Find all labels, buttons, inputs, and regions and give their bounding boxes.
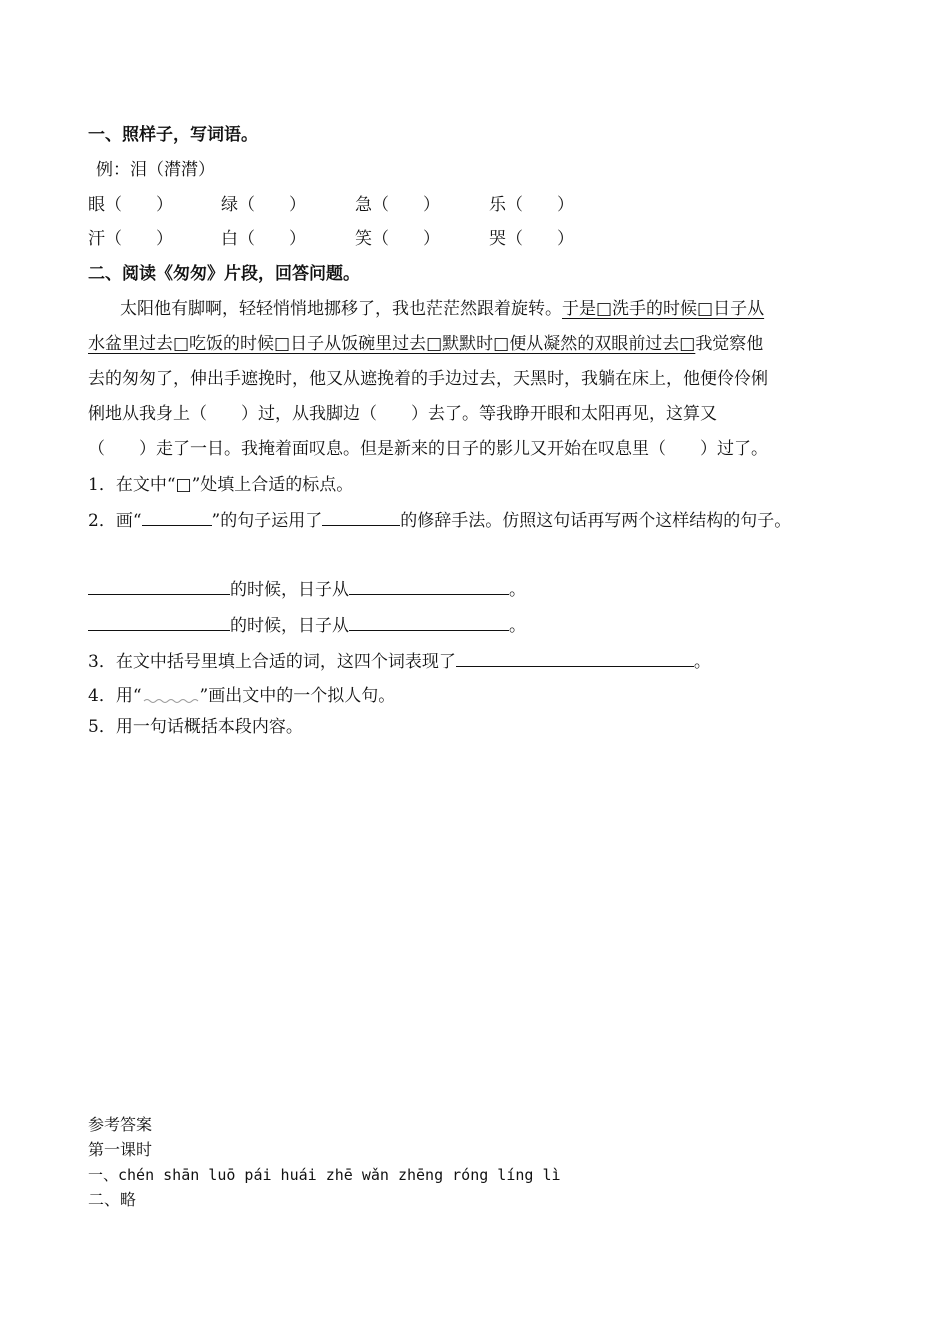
question-4 (88, 685, 395, 707)
question-2-text-b: ”的句子运用了 (211, 511, 323, 531)
passage-line-2 (88, 333, 763, 355)
word-item: 绿（ ） (221, 195, 306, 215)
fill-end-text: 。 (509, 580, 526, 600)
wavy-line-icon (142, 695, 200, 705)
word-item: 汗（ ） (88, 229, 173, 249)
word-item: 乐（ ） (489, 195, 574, 215)
answer-blank[interactable] (456, 650, 694, 667)
answers-lesson: 第一课时 (88, 1140, 153, 1159)
question-2 (88, 509, 791, 532)
answer-blank[interactable] (88, 614, 230, 631)
fill-mid-text: 的时候，日子从 (230, 580, 349, 600)
section2-title: 二、阅读《匆匆》片段，回答问题。 (88, 264, 360, 284)
question-2-text-c: 的修辞手法。仿照这句话再写两个这样结构的句子。 (400, 511, 792, 531)
question-2-text-a: 2．画“ (88, 511, 142, 531)
passage-line-1 (120, 298, 764, 320)
question-3 (88, 650, 711, 673)
question-3-end: 。 (693, 652, 711, 672)
passage-line-3: 去的匆匆了，伸出手遮挽时，他又从遮挽着的手边过去，天黑时，我躺在床上，他便伶伶俐 (88, 369, 768, 389)
word-item: 白（ ） (221, 229, 306, 249)
question-1: 1．在文中“□”处填上合适的标点。 (88, 475, 354, 495)
passage-text: 我觉察他 (695, 334, 764, 354)
passage-line-5: （ ）走了一日。我掩着面叹息。但是新来的日子的影儿又开始在叹息里（ ）过了。 (88, 439, 768, 459)
answers-heading: 参考答案 (88, 1115, 153, 1134)
question-5: 5．用一句话概括本段内容。 (88, 717, 303, 737)
question-4-text-a: 4．用“ (88, 686, 142, 706)
word-item: 眼（ ） (88, 195, 173, 215)
word-item: 笑（ ） (355, 229, 440, 249)
underline-sample (142, 509, 212, 526)
answer-blank[interactable] (349, 578, 509, 595)
question-4-text-b: ”画出文中的一个拟人句。 (199, 686, 396, 706)
fill-mid-text: 的时候，日子从 (230, 616, 349, 636)
answer-blank[interactable] (88, 578, 230, 595)
word-item: 哭（ ） (489, 229, 574, 249)
question-3-text: 3．在文中括号里填上合适的词，这四个词表现了 (88, 652, 456, 672)
answer-2: 二、略 (88, 1190, 137, 1209)
word-item: 急（ ） (355, 195, 440, 215)
answer-blank[interactable] (349, 614, 509, 631)
fill-end-text: 。 (509, 616, 526, 636)
answer-blank[interactable] (322, 509, 400, 526)
passage-line-4: 俐地从我身上（ ）过，从我脚边（ ）去了。等我睁开眼和太阳再见，这算又 (88, 404, 717, 424)
imitation-line-1 (88, 578, 526, 601)
imitation-line-2 (88, 614, 526, 637)
passage-underlined: 于是□洗手的时候□日子从 (562, 299, 765, 319)
section1-example: 例：泪（潸潸） (96, 160, 215, 180)
passage-underlined: 水盆里过去□吃饭的时候□日子从饭碗里过去□默默时□便从凝然的双眼前过去□ (88, 334, 696, 354)
passage-text: 太阳他有脚啊，轻轻悄悄地挪移了，我也茫茫然跟着旋转。 (120, 299, 562, 319)
section1-title: 一、照样子，写词语。 (88, 125, 258, 145)
answer-1: 一、chén shān luō pái huái zhē wǎn zhēng róng líng lì (88, 1166, 561, 1184)
